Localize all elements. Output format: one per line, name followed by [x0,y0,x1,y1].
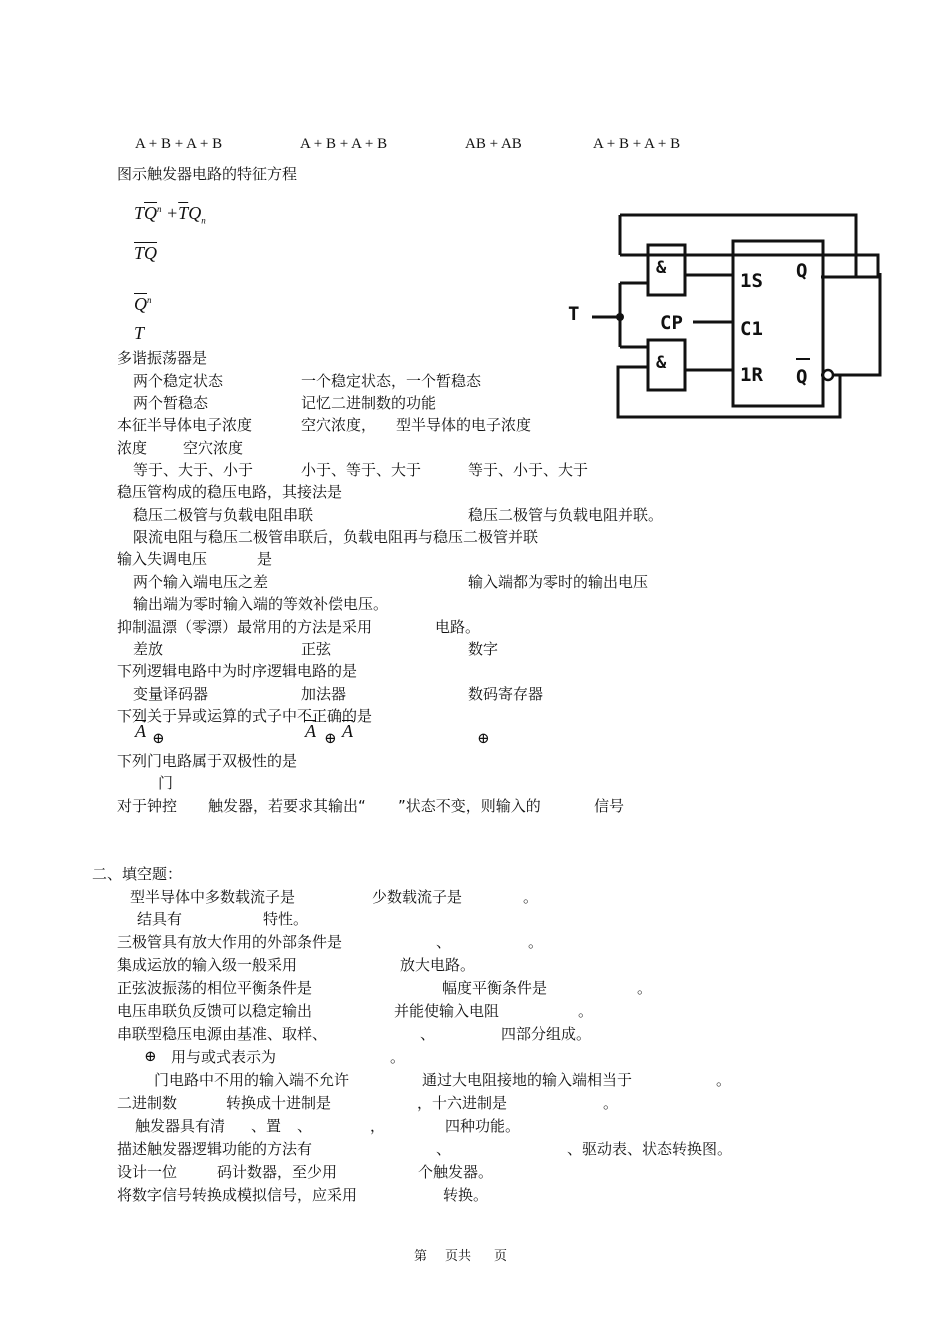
fill-item-10a: 二进制数 [117,1094,178,1112]
answer-b-expression: $\overline{T}\overline{Q}$ [134,243,158,263]
fill-item-9c: 。 [716,1071,732,1089]
fill-item-2a: 结具有 [137,910,183,928]
option-a: 两个输入端电压之差 [133,573,269,591]
fill-item-10b: 转换成十进制是 [226,1094,332,1112]
option-c: AB + AB [465,136,522,152]
question-drift-tail: 电路。 [435,618,481,636]
question-zener: 稳压管构成的稳压电路，其接法是 [117,483,343,501]
fill-item-5a: 正弦波振荡的相位平衡条件是 [117,979,313,997]
fill-item-11c: 、 [297,1117,313,1135]
option-c: 数码寄存器 [468,685,544,703]
pin-1s-label: 1S [740,270,763,292]
xor-option-b-operand-2: $\overline{A}$ [342,721,353,741]
and-gate-bottom-label: & [656,353,667,373]
question-offset-voltage-tail: 是 [257,550,273,568]
option-a: 稳压二极管与负载电阻串联 [133,506,314,524]
fill-item-7c: 四部分组成。 [501,1025,592,1043]
fill-item-6b: 并能使输入电阻 [394,1002,500,1020]
option-a: 差放 [133,640,164,658]
pin-1r-label: 1R [740,364,763,386]
option-b: A + B + A + B [300,136,388,152]
t-input-label: T [568,303,580,325]
fill-item-13a: 设计一位 [117,1163,178,1181]
xor-option-b-operand-1: $\overline{A}$ [305,721,316,741]
question-intrinsic-part1: 本征半导体电子浓度 [117,416,253,434]
oplus-symbol: ⊕ [477,731,490,747]
option-gate: 门 [158,774,174,792]
fill-item-12c: 、驱动表、状态转换图。 [567,1140,733,1158]
question-xor: 下列关于异或运算的式子中不正确的是 [117,707,373,725]
oplus-symbol: ⊕ [152,731,165,747]
option-d: A + B + A + B [593,136,681,152]
fill-item-4a: 集成运放的输入级一般采用 [117,956,298,974]
footer-page-prefix: 第 [414,1249,428,1264]
fill-item-5b: 幅度平衡条件是 [442,979,548,997]
option-b: 一个稳定状态，一个暂稳态 [301,372,482,390]
option-a: 变量译码器 [133,685,209,703]
option-c: 等于、小于、大于 [468,461,589,479]
question-offset-voltage: 输入失调电压 [117,550,208,568]
question-intrinsic-part5: 空穴浓度 [183,439,244,457]
fill-item-1c: 。 [523,888,539,906]
answer-c-expression: $\overline{Q}^n$ [134,294,152,314]
fill-item-11e: 四种功能。 [445,1117,521,1135]
fill-item-8c: 。 [390,1048,406,1066]
flip-flop-circuit-diagram [560,205,890,430]
option-b: 输入端都为零时的输出电压 [468,573,649,591]
fill-item-3b: 、 [436,933,452,951]
option-a: A + B + A + B [135,136,223,152]
option-b: 小于、等于、大于 [301,461,422,479]
section-title-fill-in: 二、填空题： [92,865,183,883]
fill-item-4b: 放大电路。 [400,956,476,974]
fill-item-5c: 。 [637,979,653,997]
option-b: 正弦 [301,640,332,658]
fill-item-12b: 、 [436,1140,452,1158]
fill-item-1a: 型半导体中多数载流子是 [130,888,296,906]
fill-item-7b: 、 [420,1025,436,1043]
fill-item-13c: 个触发器。 [418,1163,494,1181]
cp-input-label: CP [660,312,683,334]
option-a: 两个稳定状态 [133,372,224,390]
fill-item-8b: 用与或式表示为 [171,1048,277,1066]
question-trigger-equation: 图示触发器电路的特征方程 [117,165,298,183]
fill-item-11b: 、置 [251,1117,282,1135]
question-bipolar: 下列门电路属于双极性的是 [117,752,298,770]
fill-item-11d: ， [370,1117,386,1135]
option-a: 等于、大于、小于 [133,461,254,479]
fill-item-2b: 特性。 [263,910,309,928]
question-drift: 抑制温漂（零漂）最常用的方法是采用 [117,618,373,636]
option-b: 稳压二极管与负载电阻并联。 [468,506,664,524]
fill-item-14b: 转换。 [443,1186,489,1204]
and-gate-top-label: & [656,258,667,278]
option-c: 两个暂稳态 [133,394,209,412]
fill-item-13b: 码计数器，至少用 [217,1163,338,1181]
option-c: 限流电阻与稳压二极管串联后，负载电阻再与稳压二极管并联 [133,528,539,546]
answer-a-expression: $T\overline{Q}^n +\overline{T}Q_n$ [134,203,206,226]
question-sequential-logic: 下列逻辑电路中为时序逻辑电路的是 [117,662,358,680]
footer-page-suffix: 页 [494,1249,508,1264]
fill-item-14a: 将数字信号转换成模拟信号，应采用 [117,1186,358,1204]
option-c: 输出端为零时输入端的等效补偿电压。 [133,595,389,613]
fill-item-1b: 少数载流子是 [372,888,463,906]
xor-option-a-operand: $\overline{A}$ [135,721,146,741]
fill-item-10d: 。 [603,1094,619,1112]
question-multivibrator: 多谐振荡器是 [117,349,208,367]
output-qbar-label: Q [796,366,808,388]
fill-item-6c: 。 [578,1002,594,1020]
option-b: 加法器 [301,685,347,703]
question-intrinsic-part3: 型半导体的电子浓度 [396,416,532,434]
fill-item-11a: 触发器具有清 [135,1117,226,1135]
answer-d-expression: T [134,323,145,343]
option-d: 记忆二进制数的功能 [301,394,437,412]
fill-item-8a: ⊕ [144,1049,157,1065]
fill-item-9a: 门电路中不用的输入端不允许 [154,1071,350,1089]
fill-item-7a: 串联型稳压电源由基准、取样、 [117,1025,328,1043]
footer-page-middle: 页共 [445,1249,472,1264]
fill-item-9b: 通过大电阻接地的输入端相当于 [422,1071,633,1089]
question-clock-part3: ”状态不变，则输入的 [398,797,541,815]
option-c: 数字 [468,640,499,658]
pin-c1-label: C1 [740,318,763,340]
question-intrinsic-part2: 空穴浓度， [301,416,377,434]
question-intrinsic-part4: 浓度 [117,439,148,457]
fill-item-3c: 。 [528,933,544,951]
output-q-label: Q [796,260,808,282]
fill-item-3a: 三极管具有放大作用的外部条件是 [117,933,343,951]
fill-item-12a: 描述触发器逻辑功能的方法有 [117,1140,313,1158]
question-clock-part2: 触发器，若要求其输出“ [208,797,366,815]
question-clock-part4: 信号 [594,797,625,815]
fill-item-6a: 电压串联负反馈可以稳定输出 [117,1002,313,1020]
oplus-symbol: ⊕ [324,731,337,747]
question-clock-part1: 对于钟控 [117,797,178,815]
fill-item-10c: ，十六进制是 [417,1094,508,1112]
